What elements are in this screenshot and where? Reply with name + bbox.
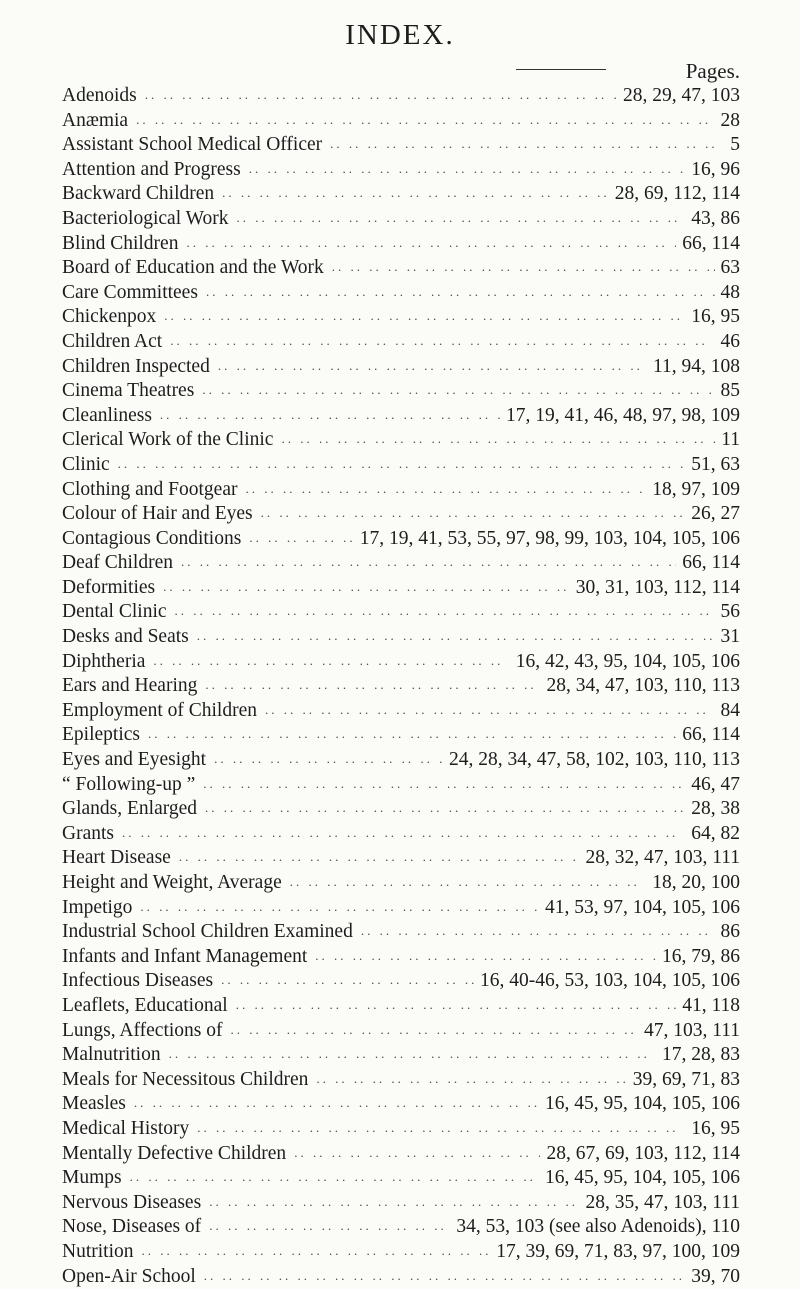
index-page-numbers: 18, 97, 109 xyxy=(646,478,740,503)
index-entry xyxy=(62,502,740,527)
index-entry xyxy=(62,1215,740,1240)
dot-leader xyxy=(153,649,509,674)
index-page-numbers: 41, 53, 97, 104, 105, 106 xyxy=(539,896,740,921)
index-entry xyxy=(62,478,740,503)
index-page-numbers: 48 xyxy=(715,281,741,306)
index-term: Backward Children xyxy=(62,182,222,207)
index-term: Assistant School Medical Officer xyxy=(62,133,330,158)
dot-leader xyxy=(136,108,714,133)
index-entry xyxy=(62,1043,740,1068)
dot-leader xyxy=(265,698,715,723)
dot-leader xyxy=(134,1091,539,1116)
index-page-numbers: 16, 45, 95, 104, 105, 106 xyxy=(539,1092,740,1117)
index-term: Dental Clinic xyxy=(62,600,175,625)
dot-leader xyxy=(163,575,570,600)
dot-leader xyxy=(204,1264,685,1289)
index-term: Deaf Children xyxy=(62,551,181,576)
index-term: Nutrition xyxy=(62,1240,142,1265)
dot-leader xyxy=(315,944,656,969)
index-entry xyxy=(62,1166,740,1191)
index-page-numbers: 85 xyxy=(715,379,741,404)
index-page-numbers: 41, 118 xyxy=(676,994,740,1019)
index-term: Malnutrition xyxy=(62,1043,169,1068)
index-term: Blind Children xyxy=(62,232,186,257)
dot-leader xyxy=(236,206,685,231)
index-term: Clothing and Footgear xyxy=(62,478,245,503)
index-page-numbers: 26, 27 xyxy=(685,502,740,527)
index-page-numbers: 16, 96 xyxy=(685,158,740,183)
index-entry xyxy=(62,576,740,601)
index-page-numbers: 28, 35, 47, 103, 111 xyxy=(579,1191,740,1216)
index-entry xyxy=(62,773,740,798)
dot-leader xyxy=(249,526,353,551)
dot-leader xyxy=(294,1141,540,1166)
index-page-numbers: 16, 79, 86 xyxy=(656,945,740,970)
index-page-numbers: 56 xyxy=(715,600,741,625)
index-entry xyxy=(62,1240,740,1265)
index-entry xyxy=(62,182,740,207)
index-entry xyxy=(62,527,740,552)
dot-leader xyxy=(179,845,580,870)
dot-leader xyxy=(218,354,647,379)
index-entry xyxy=(62,1019,740,1044)
index-entry xyxy=(62,1092,740,1117)
index-term: Anæmia xyxy=(62,109,136,134)
index-term: Eyes and Eyesight xyxy=(62,748,214,773)
index-entry xyxy=(62,256,740,281)
index-term: Deformities xyxy=(62,576,163,601)
index-entry xyxy=(62,969,740,994)
index-entry xyxy=(62,945,740,970)
index-entry xyxy=(62,822,740,847)
index-entry xyxy=(62,109,740,134)
index-term: Impetigo xyxy=(62,896,140,921)
index-page-numbers: 17, 19, 41, 53, 55, 97, 98, 99, 103, 104, 105, 106 xyxy=(354,527,740,552)
index-term: Industrial School Children Examined xyxy=(62,920,361,945)
index-page-numbers: 28, 32, 47, 103, 111 xyxy=(579,846,740,871)
index-page-numbers: 17, 39, 69, 71, 83, 97, 100, 109 xyxy=(490,1240,740,1265)
dot-leader xyxy=(164,304,685,329)
index-page-numbers: 39, 69, 71, 83 xyxy=(627,1068,740,1093)
dot-leader xyxy=(214,747,443,772)
index-entry xyxy=(62,699,740,724)
index-page-numbers: 31 xyxy=(715,625,741,650)
index-term: Mumps xyxy=(62,1166,130,1191)
index-page-numbers: 39, 70 xyxy=(685,1265,740,1289)
index-entry xyxy=(62,330,740,355)
index-entry xyxy=(62,551,740,576)
index-page-numbers: 64, 82 xyxy=(685,822,740,847)
index-entry xyxy=(62,674,740,699)
dot-leader xyxy=(205,796,685,821)
index-term: Adenoids xyxy=(62,84,145,109)
dot-leader xyxy=(181,550,676,575)
index-page-numbers: 28 xyxy=(715,109,741,134)
index-term: Colour of Hair and Eyes xyxy=(62,502,261,527)
dot-leader xyxy=(202,378,714,403)
index-entry xyxy=(62,600,740,625)
index-term: Nose, Diseases of xyxy=(62,1215,209,1240)
index-term: Glands, Enlarged xyxy=(62,797,205,822)
dot-leader xyxy=(261,501,686,526)
index-page-numbers: 51, 63 xyxy=(685,453,740,478)
index-term: Children Inspected xyxy=(62,355,218,380)
index-entry xyxy=(62,871,740,896)
index-entry xyxy=(62,846,740,871)
dot-leader xyxy=(332,255,715,280)
index-term: Diphtheria xyxy=(62,650,153,675)
dot-leader xyxy=(209,1190,579,1215)
dot-leader xyxy=(249,157,686,182)
index-entry xyxy=(62,797,740,822)
index-term: Bacteriological Work xyxy=(62,207,236,232)
index-entries xyxy=(62,84,740,1289)
index-term: Lungs, Affections of xyxy=(62,1019,231,1044)
dot-leader xyxy=(361,919,715,944)
index-term: Employment of Children xyxy=(62,699,265,724)
index-page-numbers: 18, 20, 100 xyxy=(646,871,740,896)
dot-leader xyxy=(245,477,646,502)
dot-leader xyxy=(140,895,539,920)
index-page-numbers: 66, 114 xyxy=(676,551,740,576)
index-page-numbers: 28, 34, 47, 103, 110, 113 xyxy=(540,674,740,699)
index-entry xyxy=(62,1142,740,1167)
index-page-numbers: 84 xyxy=(715,699,741,724)
index-entry xyxy=(62,355,740,380)
dot-leader xyxy=(203,772,685,797)
index-page-numbers: 43, 86 xyxy=(685,207,740,232)
index-term: Contagious Conditions xyxy=(62,527,249,552)
dot-leader xyxy=(169,1042,656,1067)
index-entry xyxy=(62,896,740,921)
index-term: Medical History xyxy=(62,1117,197,1142)
index-entry xyxy=(62,920,740,945)
index-term: Cinema Theatres xyxy=(62,379,202,404)
index-entry xyxy=(62,207,740,232)
dot-leader xyxy=(222,181,609,206)
index-page-numbers: 46 xyxy=(715,330,741,355)
index-term: Cleanliness xyxy=(62,404,160,429)
index-term: Ears and Hearing xyxy=(62,674,205,699)
index-page-numbers: 66, 114 xyxy=(676,232,740,257)
index-term: Measles xyxy=(62,1092,134,1117)
dot-leader xyxy=(236,993,677,1018)
index-entry xyxy=(62,1117,740,1142)
index-entry xyxy=(62,453,740,478)
title-rule xyxy=(516,69,606,70)
index-entry xyxy=(62,158,740,183)
index-term: Attention and Progress xyxy=(62,158,249,183)
index-entry xyxy=(62,281,740,306)
page-title: INDEX. xyxy=(0,18,800,52)
index-entry xyxy=(62,84,740,109)
index-page-numbers: 28, 38 xyxy=(685,797,740,822)
index-entry xyxy=(62,305,740,330)
index-page-numbers: 28, 67, 69, 103, 112, 114 xyxy=(540,1142,740,1167)
index-page-numbers: 28, 69, 112, 114 xyxy=(609,182,740,207)
index-entry xyxy=(62,133,740,158)
index-entry xyxy=(62,994,740,1019)
index-page-numbers: 47, 103, 111 xyxy=(638,1019,740,1044)
dot-leader xyxy=(221,968,474,993)
index-entry xyxy=(62,379,740,404)
index-term: Open-Air School xyxy=(62,1265,204,1289)
dot-leader xyxy=(160,403,500,428)
index-term: Infants and Infant Management xyxy=(62,945,315,970)
index-term: Leaflets, Educational xyxy=(62,994,236,1019)
index-entry xyxy=(62,1265,740,1289)
dot-leader xyxy=(175,599,715,624)
index-page-numbers: 11, 94, 108 xyxy=(647,355,740,380)
index-entry xyxy=(62,650,740,675)
index-page-numbers: 16, 95 xyxy=(685,305,740,330)
index-page-numbers: 16, 40-46, 53, 103, 104, 105, 106 xyxy=(474,969,740,994)
index-entry xyxy=(62,1191,740,1216)
index-page-numbers: 17, 28, 83 xyxy=(656,1043,740,1068)
index-term: Children Act xyxy=(62,330,170,355)
index-page-numbers: 86 xyxy=(715,920,741,945)
dot-leader xyxy=(186,231,676,256)
index-term: Clerical Work of the Clinic xyxy=(62,428,281,453)
dot-leader xyxy=(130,1165,539,1190)
index-page-numbers: 16, 42, 43, 95, 104, 105, 106 xyxy=(510,650,740,675)
dot-leader xyxy=(148,722,676,747)
index-term: Clinic xyxy=(62,453,118,478)
index-page-numbers: 63 xyxy=(715,256,741,281)
index-entry xyxy=(62,1068,740,1093)
index-term: Epileptics xyxy=(62,723,148,748)
index-term: Height and Weight, Average xyxy=(62,871,290,896)
dot-leader xyxy=(205,673,540,698)
dot-leader xyxy=(197,624,715,649)
dot-leader xyxy=(145,83,617,108)
index-term: Meals for Necessitous Children xyxy=(62,1068,316,1093)
index-term: Nervous Diseases xyxy=(62,1191,209,1216)
index-page-numbers: 16, 95 xyxy=(685,1117,740,1142)
index-entry xyxy=(62,748,740,773)
index-page-numbers: 30, 31, 103, 112, 114 xyxy=(570,576,740,601)
dot-leader xyxy=(281,427,715,452)
index-term: Heart Disease xyxy=(62,846,179,871)
index-page-numbers: 28, 29, 47, 103 xyxy=(617,84,740,109)
dot-leader xyxy=(290,870,647,895)
index-term: Chickenpox xyxy=(62,305,164,330)
dot-leader xyxy=(209,1214,450,1239)
index-term: “ Following-up ” xyxy=(62,773,203,798)
dot-leader xyxy=(118,452,686,477)
dot-leader xyxy=(330,132,724,157)
index-term: Care Committees xyxy=(62,281,206,306)
index-term: Mentally Defective Children xyxy=(62,1142,294,1167)
index-entry xyxy=(62,428,740,453)
index-page-numbers: 11 xyxy=(715,428,740,453)
index-page-numbers: 5 xyxy=(724,133,740,158)
index-term: Infectious Diseases xyxy=(62,969,221,994)
dot-leader xyxy=(206,280,715,305)
index-entry xyxy=(62,625,740,650)
index-entry xyxy=(62,404,740,429)
index-page-numbers: 24, 28, 34, 47, 58, 102, 103, 110, 113 xyxy=(443,748,740,773)
dot-leader xyxy=(122,821,685,846)
index-page-numbers: 46, 47 xyxy=(685,773,740,798)
dot-leader xyxy=(142,1239,491,1264)
dot-leader xyxy=(231,1018,638,1043)
pages-column-header: Pages. xyxy=(686,58,740,84)
index-page-numbers: 17, 19, 41, 46, 48, 97, 98, 109 xyxy=(500,404,740,429)
index-entry xyxy=(62,232,740,257)
dot-leader xyxy=(197,1116,685,1141)
index-term: Desks and Seats xyxy=(62,625,197,650)
index-term: Grants xyxy=(62,822,122,847)
index-term: Board of Education and the Work xyxy=(62,256,332,281)
index-page-numbers: 34, 53, 103 (see also Adenoids), 110 xyxy=(450,1215,740,1240)
index-page-numbers: 16, 45, 95, 104, 105, 106 xyxy=(539,1166,740,1191)
index-page-numbers: 66, 114 xyxy=(676,723,740,748)
index-entry xyxy=(62,723,740,748)
dot-leader xyxy=(170,329,714,354)
dot-leader xyxy=(316,1067,626,1092)
